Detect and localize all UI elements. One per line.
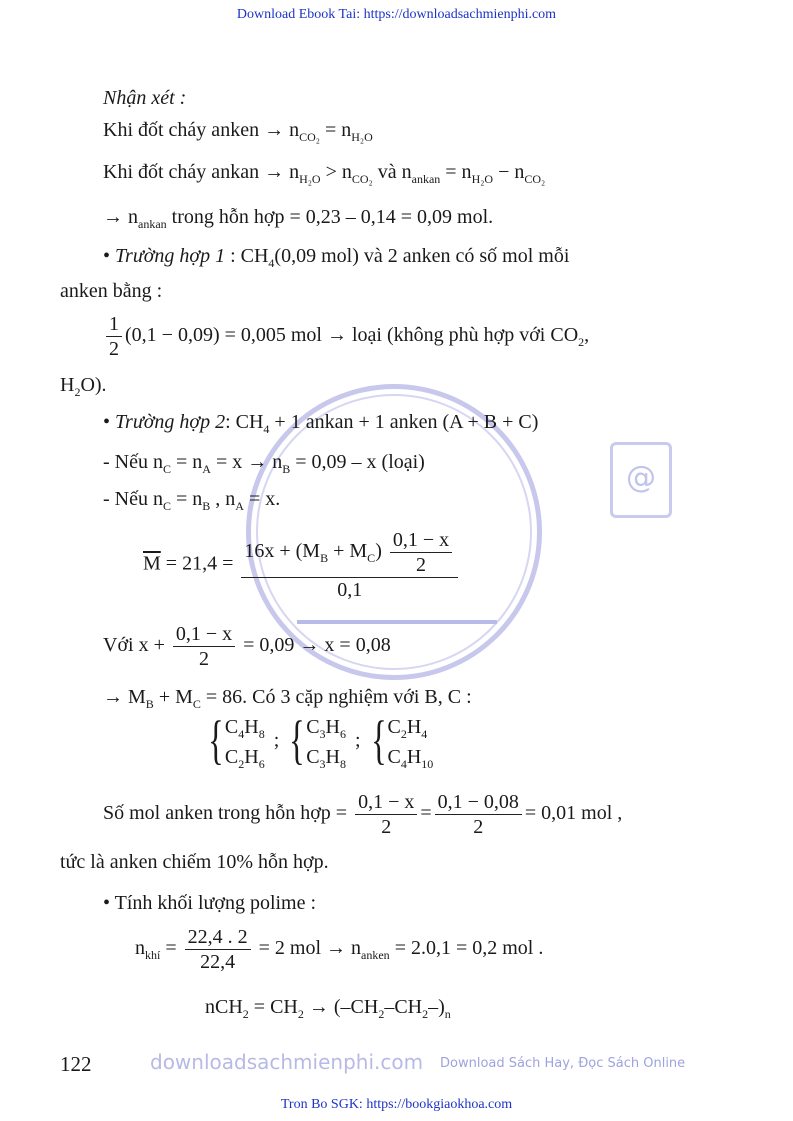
text-run: 2 <box>199 648 209 670</box>
text-run: 2 <box>109 338 119 360</box>
text-line <box>103 622 391 671</box>
fraction <box>390 528 452 577</box>
text-run: nCH <box>205 996 243 1018</box>
text-line <box>135 925 543 974</box>
text-run: 2 <box>473 816 484 838</box>
text-run: Khi đốt cháy ankan → n <box>103 161 300 183</box>
text-run: → M <box>103 686 146 708</box>
text-run: ) <box>375 540 387 563</box>
text-run: Khi đốt cháy anken → n <box>103 119 300 141</box>
text-run: –CH <box>384 996 423 1018</box>
text-run: 0,1 <box>337 579 363 601</box>
text-line <box>143 528 461 602</box>
subscript: 4 <box>400 757 407 771</box>
text-run: , n <box>210 488 236 510</box>
text-run: = 0,01 mol , <box>524 802 623 825</box>
denominator <box>337 578 362 602</box>
watermark-book-icon: @ <box>610 442 672 518</box>
system-row <box>387 742 433 772</box>
text-run: = 2.0,1 = 0,2 mol . <box>389 937 544 960</box>
subscript: 6 <box>258 757 265 771</box>
text-run: ; <box>268 729 285 752</box>
text-line <box>103 86 186 110</box>
text-run: 2 <box>381 816 392 838</box>
text-line <box>205 995 451 1019</box>
text-run: (0,09 mol) và 2 anken có số mol mỗi <box>274 245 570 267</box>
watermark-site: downloadsachmienphi.com <box>150 1050 424 1074</box>
denominator <box>473 815 483 839</box>
subscript: 2 <box>297 1007 304 1021</box>
subscript: 3 <box>319 757 326 771</box>
text-run: • <box>103 411 116 433</box>
equation-system <box>366 712 434 772</box>
subscript: 2 <box>400 727 407 741</box>
text-line <box>203 712 437 772</box>
text-line <box>103 205 493 229</box>
numerator <box>241 528 458 578</box>
text-run: ; <box>350 729 366 752</box>
text-run: 22,4 <box>200 951 236 973</box>
text-run: C <box>224 716 239 738</box>
text-run: –) <box>428 996 445 1018</box>
text-line <box>60 373 107 397</box>
text-line <box>103 487 280 511</box>
subscript: CO₂ <box>351 172 373 186</box>
subscript: anken <box>361 948 390 963</box>
text-run: H <box>325 716 340 738</box>
text-run: • <box>103 245 116 267</box>
text-run: → n <box>103 206 138 228</box>
system-row <box>306 742 346 772</box>
text-run: C <box>387 716 401 738</box>
fraction <box>106 312 122 361</box>
text-run: anken bằng : <box>60 280 163 302</box>
system-rows <box>387 712 433 772</box>
subscript: 2 <box>242 1007 249 1021</box>
text-line <box>103 160 545 184</box>
text-run: − n <box>493 161 525 183</box>
subscript: 4 <box>263 422 270 436</box>
fraction <box>435 790 522 839</box>
numerator <box>106 312 122 337</box>
text-run: : CH <box>225 245 269 267</box>
subscript: 10 <box>421 757 434 771</box>
subscript: H₂O <box>351 130 373 144</box>
page-number: 122 <box>60 1052 92 1076</box>
text-line <box>103 790 622 839</box>
mean-symbol: $\overline{M}$ <box>143 552 161 575</box>
text-run: C <box>306 746 320 768</box>
text-run: = 21,4 = <box>160 552 239 575</box>
text-line <box>103 410 538 434</box>
denominator <box>200 950 235 974</box>
text-run: = n <box>171 451 203 473</box>
fraction <box>241 528 458 602</box>
subscript: A <box>235 499 244 513</box>
text-run: > n <box>320 161 352 183</box>
text-run: 1 <box>109 313 119 335</box>
brace-symbol: { <box>289 710 306 770</box>
brace-symbol: { <box>208 710 224 770</box>
text-line <box>103 450 425 474</box>
text-run: = x → n <box>210 451 283 473</box>
subscript: 4 <box>421 727 428 741</box>
text-run: 22,4 . 2 <box>187 926 248 948</box>
brace-symbol: { <box>370 710 387 770</box>
subscript: 4 <box>238 727 245 741</box>
text-run: H <box>244 746 259 768</box>
text-run: H <box>406 746 422 768</box>
subscript: B <box>145 697 154 711</box>
text-run: 0,1 − x <box>175 623 233 645</box>
text-run: + M <box>328 540 368 563</box>
numerator <box>435 790 522 815</box>
system-row <box>387 712 433 742</box>
subscript: ankan <box>138 217 167 231</box>
subscript: H₂O <box>299 172 321 186</box>
system-row <box>225 712 265 742</box>
text-run: → (–CH <box>303 996 379 1018</box>
italic-heading: Trường hợp 1 <box>115 245 226 267</box>
denominator <box>381 815 391 839</box>
text-run: H <box>406 716 422 738</box>
subscript: CO₂ <box>299 130 320 144</box>
subscript: 2 <box>422 1007 429 1021</box>
text-run: , <box>584 324 590 347</box>
system-row <box>225 742 265 772</box>
text-run: = n <box>440 161 472 183</box>
text-line <box>103 118 373 142</box>
text-run: O). <box>80 374 107 396</box>
header-download-link[interactable]: Download Ebook Tai: https://downloadsachmienphi.com <box>236 7 557 22</box>
fraction <box>173 622 235 671</box>
text-line <box>103 312 712 361</box>
text-run: 0,1 − 0,08 <box>437 791 519 813</box>
subscript: CO₂ <box>524 172 546 186</box>
text-run: C <box>387 746 401 768</box>
subscript: khí <box>145 948 161 963</box>
text-run: H <box>244 716 259 738</box>
subscript: A <box>202 462 211 476</box>
subscript: 2 <box>378 1007 385 1021</box>
subscript: 2 <box>578 335 585 350</box>
subscript: H₂O <box>471 172 494 186</box>
text-run: = 0,09 → x = 0,08 <box>238 634 391 657</box>
denominator <box>199 647 209 671</box>
text-run: 0,1 − x <box>392 529 450 551</box>
text-run: = x. <box>243 488 281 510</box>
footer-sgk-link[interactable]: Tron Bo SGK: https://bookgiaokhoa.com <box>280 1097 513 1112</box>
numerator <box>185 925 251 950</box>
subscript: B <box>282 462 291 476</box>
system-row <box>306 712 346 742</box>
text-run: n <box>135 937 145 960</box>
text-run: 0,1 − x <box>358 791 415 813</box>
equation-system <box>203 712 265 772</box>
fraction <box>355 790 417 839</box>
system-rows <box>306 712 346 772</box>
text-run: = 86. Có 3 cặp nghiệm với B, C : <box>200 686 472 708</box>
fraction <box>185 925 251 974</box>
text-run: C <box>306 716 320 738</box>
text-run: - Nếu n <box>103 451 163 473</box>
equation-system <box>284 712 346 772</box>
text-run: tức là anken chiếm 10% hỗn hợp. <box>60 851 329 873</box>
text-run: • Tính khối lượng polime : <box>103 892 317 914</box>
subscript: C <box>162 499 171 513</box>
subscript: 8 <box>340 757 346 771</box>
text-run: = 2 mol → n <box>253 937 362 960</box>
text-line <box>60 850 329 874</box>
text-run: Với x + <box>103 634 170 657</box>
text-line <box>103 244 712 268</box>
numerator <box>355 790 417 815</box>
subscript: 6 <box>340 727 346 741</box>
text-run: + 1 ankan + 1 anken (A + B + C) <box>269 411 539 433</box>
text-run: = <box>420 802 432 825</box>
text-run: + M <box>153 686 193 708</box>
subscript: B <box>202 499 211 513</box>
text-run: = n <box>319 119 352 141</box>
italic-heading: Nhận xét : <box>103 87 187 109</box>
subscript: C <box>162 462 171 476</box>
subscript: B <box>320 551 329 566</box>
subscript: 3 <box>319 727 326 741</box>
watermark-tagline: Download Sách Hay, Đọc Sách Online <box>440 1056 686 1071</box>
text-line <box>103 685 472 709</box>
denominator <box>416 553 426 577</box>
subscript: 2 <box>74 385 81 399</box>
text-run: = 0,09 – x (loại) <box>290 451 425 473</box>
text-run: H <box>325 746 340 768</box>
text-run: 16x + (M <box>244 540 321 563</box>
system-rows <box>225 712 265 772</box>
text-run: H <box>60 374 75 396</box>
text-run: = n <box>171 488 203 510</box>
subscript: 2 <box>238 757 245 771</box>
text-line <box>103 891 316 915</box>
text-run: = CH <box>248 996 298 1018</box>
subscript: 8 <box>258 727 265 741</box>
subscript: C <box>192 697 201 711</box>
subscript: n <box>444 1007 451 1021</box>
numerator <box>173 622 235 647</box>
text-run: C <box>224 746 239 768</box>
text-run: = <box>160 937 182 960</box>
text-run: 2 <box>416 554 426 576</box>
subscript: ankan <box>411 172 441 186</box>
text-run: Số mol anken trong hỗn hợp = <box>103 802 353 825</box>
text-run: và n <box>372 161 412 183</box>
text-run: : CH <box>225 411 264 433</box>
italic-heading: Trường hợp 2 <box>115 411 226 433</box>
numerator <box>390 528 452 553</box>
text-run: - Nếu n <box>103 488 163 510</box>
text-run: (0,1 − 0,09) = 0,005 mol → loại (không phù hợp với CO <box>125 324 579 347</box>
subscript: 4 <box>268 256 275 270</box>
subscript: C <box>367 551 376 566</box>
text-run: trong hỗn hợp = 0,23 – 0,14 = 0,09 mol. <box>166 206 494 228</box>
denominator <box>109 337 119 361</box>
text-line <box>60 279 162 303</box>
